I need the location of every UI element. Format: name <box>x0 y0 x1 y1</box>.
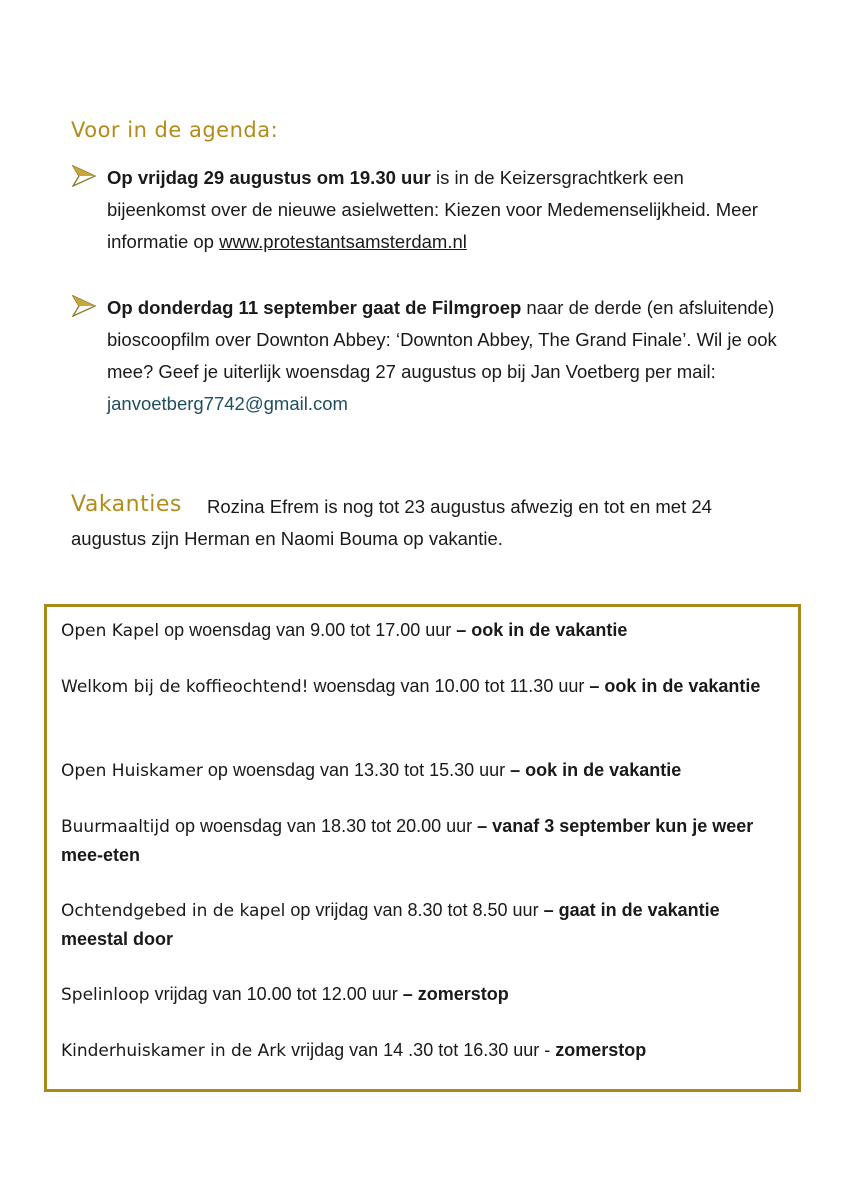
schedule-note: – ook in de vakantie <box>510 760 682 780</box>
schedule-time: vrijdag van 10.00 tot 12.00 uur <box>149 984 403 1004</box>
schedule-time: op woensdag van 9.00 tot 17.00 uur <box>159 620 457 640</box>
schedule-time: woensdag van 10.00 tot 11.30 uur <box>308 676 590 696</box>
email-link[interactable]: janvoetberg7742@gmail.com <box>107 393 348 414</box>
agenda-item <box>107 292 787 420</box>
schedule-time: op vrijdag van 8.30 tot 8.50 uur <box>285 900 544 920</box>
vakanties-text: Rozina Efrem is nog tot 23 augustus afwezig en tot en met 24 augustus zijn Herman en Naomi Bouma op vakantie. <box>71 496 712 549</box>
schedule-row <box>61 1036 781 1065</box>
schedule-note: – vanaf 3 september kun je weer mee-eten <box>61 816 754 865</box>
agenda-item-text: is in de Keizersgrachtkerk een bijeenkomst over de nieuwe asielwetten: Kiezen voor Medemenselijkheid. Meer informatie op <box>107 167 758 252</box>
vakanties-heading: Vakanties <box>71 492 182 517</box>
agenda-item-date: Op donderdag 11 september gaat de Filmgroep <box>107 297 522 318</box>
schedule-time: op woensdag van 18.30 tot 20.00 uur <box>169 816 478 836</box>
schedule-row <box>61 896 781 953</box>
schedule-name: Open Huiskamer <box>61 761 203 781</box>
schedule-row <box>61 672 781 701</box>
schedule-name: Open Kapel <box>61 621 160 641</box>
schedule-name: Buurmaaltijd <box>61 817 170 837</box>
schedule-name: Kinderhuiskamer in de Ark <box>61 1041 287 1061</box>
agenda-item-text: naar de derde (en afsluitende) bioscoopfilm over Downton Abbey: ‘Downton Abbey, The Grand Finale’. Wil je ook mee? Geef je uiterlijk woensdag 27 augustus op bij Jan Voetberg per mail: <box>107 297 777 382</box>
arrow-bullet-icon <box>72 295 96 317</box>
agenda-item <box>107 162 787 258</box>
agenda-heading: Voor in de agenda: <box>71 118 279 142</box>
schedule-note: – gaat in de vakantie meestal door <box>61 900 720 949</box>
schedule-row <box>61 616 781 645</box>
schedule-time: op woensdag van 13.30 tot 15.30 uur <box>202 760 511 780</box>
schedule-note: – ook in de vakantie <box>589 676 761 696</box>
agenda-item-date: Op vrijdag 29 augustus om 19.30 uur <box>107 167 431 188</box>
schedule-note: zomerstop <box>555 1040 647 1060</box>
schedule-row <box>61 980 781 1009</box>
schedule-row <box>61 812 781 869</box>
schedule-note: – ook in de vakantie <box>456 620 628 640</box>
schedule-note: – zomerstop <box>402 984 509 1004</box>
schedule-time: vrijdag van 14 .30 tot 16.30 uur - <box>286 1040 556 1060</box>
schedule-row <box>61 756 781 785</box>
schedule-name: Welkom bij de koffieochtend! <box>61 677 309 697</box>
arrow-bullet-icon <box>72 165 96 187</box>
schedule-name: Spelinloop <box>61 985 150 1005</box>
schedule-name: Ochtendgebed in de kapel <box>61 901 286 921</box>
website-link[interactable]: www.protestantsamsterdam.nl <box>219 231 467 252</box>
